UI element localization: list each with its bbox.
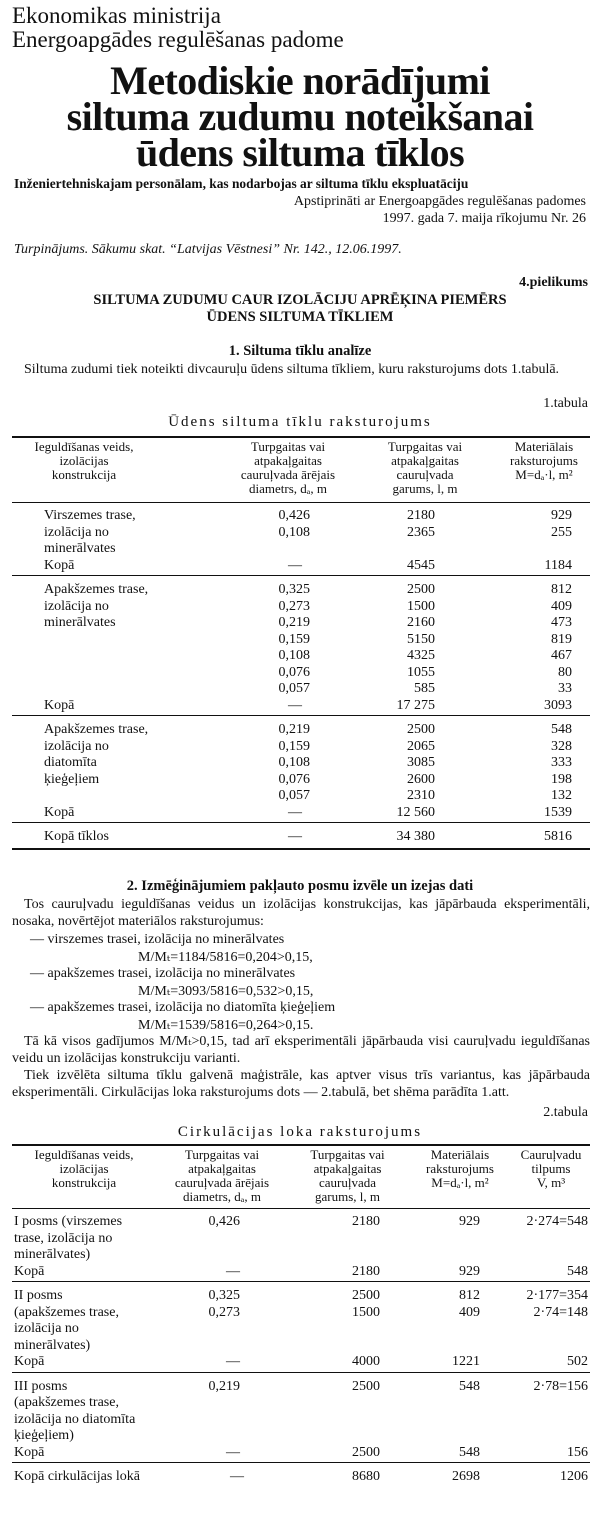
total-label: Kopā: [14, 1263, 45, 1279]
total-material: 1184: [544, 557, 572, 573]
section-2-paragraph-3: [12, 1068, 590, 1101]
row-type-label: ķieģeļiem): [14, 1428, 74, 1443]
material-value: 80: [558, 664, 572, 680]
table-1-column-header: Turpgaitas vai atpakaļgaitas cauruļvada ārējais diametrs, dₐ, m: [240, 439, 336, 496]
total-length: 12 560: [396, 804, 435, 820]
criterion-item-formula: M/Mₜ=1539/5816=0,264>0,15.: [138, 1018, 314, 1033]
row-type-label: I posms (virszemes: [14, 1214, 123, 1229]
total-diameter: —: [226, 1263, 240, 1279]
material-value: 33: [558, 681, 572, 696]
diameter-value: 0,219: [278, 615, 310, 630]
table-2-title: Cirkulācijas loka raksturojums: [177, 1124, 423, 1140]
material-value: 812: [459, 1288, 480, 1303]
total-label: Kopā: [14, 1444, 45, 1460]
row-type-label: diatomīta: [44, 755, 97, 770]
total-label: Kopā: [14, 1354, 45, 1369]
diameter-value: 0,219: [278, 722, 310, 737]
length-value: 3085: [407, 755, 435, 770]
length-value: 2600: [407, 771, 435, 787]
table-2-column-header: Cauruļvadu tilpums V, m³: [520, 1147, 582, 1190]
total-length: 17 275: [396, 697, 435, 713]
grand-total-diameter: —: [288, 829, 302, 844]
approval-line-1: Apstiprināti ar Energoapgādes regulēšanas padomes: [293, 194, 586, 209]
row-type-label: izolācija no diatomīta: [14, 1411, 136, 1427]
material-value: 467: [551, 648, 572, 663]
material-value: 548: [459, 1378, 480, 1394]
criterion-item-formula: M/Mₜ=1184/5816=0,204>0,15,: [138, 950, 313, 965]
diameter-value: 0,108: [278, 524, 310, 540]
diameter-value: 0,159: [278, 738, 310, 754]
row-type-label: izolācija no: [44, 598, 109, 614]
table-1-number: 1.tabula: [543, 396, 588, 411]
length-value: 1500: [352, 1304, 380, 1320]
volume-value: 2·74=148: [533, 1304, 588, 1320]
main-heading-line-1: SILTUMA ZUDUMU CAUR IZOLĀCIJU APRĒĶINA PIEMĒRS: [93, 292, 507, 308]
criterion-item-label: — apakšzemes trasei, izolācija no minerālvates: [30, 966, 296, 981]
table-rule: [12, 1281, 590, 1282]
material-value: 929: [459, 1214, 480, 1229]
diameter-value: 0,273: [278, 598, 310, 614]
total-volume: 548: [567, 1263, 588, 1279]
row-type-label: Virszemes trase,: [44, 508, 136, 523]
grand-total-material: 2698: [452, 1469, 480, 1484]
diameter-value: 0,108: [278, 755, 310, 770]
volume-value: 2·177=354: [526, 1288, 588, 1303]
table-rule: [12, 715, 590, 716]
row-type-label: minerālvates: [44, 541, 116, 556]
material-value: 132: [551, 788, 572, 803]
table-1-title: Ūdens siltuma tīklu raksturojums: [168, 414, 432, 430]
section-1-text-content: Siltuma zudumi tiek noteikti divcauruļu ūdens siltuma tīkliem, kuru raksturojums dots 1.tabulā.: [24, 362, 560, 377]
table-1-column-header: Ieguldīšanas veids, izolācijas konstrukcija: [34, 439, 134, 482]
diameter-value: 0,273: [208, 1304, 240, 1320]
criterion-item-formula: M/Mₜ=3093/5816=0,532>0,15,: [138, 984, 314, 999]
table-2-column-header: Ieguldīšanas veids, izolācijas konstrukcija: [34, 1147, 134, 1190]
total-length: 4545: [407, 557, 435, 573]
diameter-value: 0,219: [208, 1378, 240, 1394]
table-rule: [12, 1372, 590, 1373]
grand-total-label: Kopā tīklos: [44, 829, 109, 844]
table-rule: [12, 1144, 590, 1146]
total-label: Kopā: [44, 697, 75, 713]
length-value: 4325: [407, 648, 435, 663]
diameter-value: 0,108: [278, 648, 310, 663]
row-type-label: Apakšzemes trase,: [44, 722, 149, 737]
material-value: 473: [551, 615, 572, 630]
total-diameter: —: [288, 697, 302, 713]
row-type-label: Apakšzemes trase,: [44, 582, 149, 597]
section-2-intro-content: Tos cauruļvadu ieguldīšanas veidus un izolācijas konstrukcijas, kas jāpārbauda eksperimentāli, nosaka, novērtējot materiālos raksturojumus:: [12, 897, 590, 929]
table-rule: [12, 1462, 590, 1463]
diameter-value: 0,057: [278, 788, 310, 803]
total-material: 1221: [452, 1354, 480, 1369]
section-2-paragraph-3-content: Tiek izvēlēta siltuma tīklu galvenā maģistrāle, kas aptver visus trīs variantus, kas jāpārbauda eksperimentāli. Cirkulācijas loka raksturojums dots — 2.tabulā, bet shēma parādīta 1.att.: [12, 1068, 590, 1100]
total-diameter: —: [226, 1354, 240, 1369]
diameter-value: 0,057: [278, 681, 310, 696]
grand-total-length: 34 380: [396, 829, 435, 844]
material-value: 548: [551, 722, 572, 737]
material-value: 409: [551, 598, 572, 614]
total-diameter: —: [288, 804, 302, 820]
diameter-value: 0,076: [278, 771, 310, 787]
table-rule: [12, 502, 590, 503]
grand-total-diameter: —: [230, 1469, 244, 1484]
criterion-item-label: — virszemes trasei, izolācija no minerālvates: [30, 932, 285, 947]
section-2-intro: [12, 897, 590, 930]
length-value: 2310: [407, 788, 435, 803]
continuation-note: Turpinājums. Sākumu skat. “Latvijas Vēstnesi” Nr. 142., 12.06.1997.: [14, 242, 402, 257]
row-type-label: ķieģeļiem: [44, 771, 100, 787]
diameter-value: 0,325: [208, 1288, 240, 1303]
row-type-label: III posms: [14, 1378, 68, 1394]
grand-total-material: 5816: [544, 829, 572, 844]
total-material: 3093: [544, 697, 572, 713]
grand-total-label: Kopā cirkulācijas lokā: [14, 1469, 140, 1484]
material-value: 929: [551, 508, 572, 523]
diameter-value: 0,426: [208, 1214, 240, 1229]
total-diameter: —: [226, 1444, 240, 1460]
row-type-label: II posms: [14, 1288, 63, 1303]
criterion-item-label: — apakšzemes trasei, izolācija no diatomīta ķieģeļiem: [30, 1000, 336, 1015]
table-rule: [12, 848, 590, 850]
row-type-label: izolācija no: [14, 1321, 79, 1336]
audience-subtitle: Inženiertehniskajam personālam, kas nodarbojas ar siltuma tīklu ekspluatāciju: [14, 176, 469, 191]
material-value: 819: [551, 631, 572, 647]
length-value: 1500: [407, 598, 435, 614]
row-type-label: minerālvates): [14, 1247, 91, 1262]
total-label: Kopā: [44, 557, 75, 573]
table-2-number: 2.tabula: [543, 1105, 588, 1120]
total-volume: 502: [567, 1354, 588, 1369]
total-label: Kopā: [44, 804, 75, 820]
table-2-column-header: Materiālais raksturojums M=dₐ·l, m²: [426, 1147, 494, 1190]
length-value: 2500: [407, 722, 435, 737]
material-value: 409: [459, 1304, 480, 1320]
grand-total-volume: 1206: [560, 1469, 588, 1484]
table-rule: [12, 822, 590, 823]
total-diameter: —: [288, 557, 302, 573]
total-length: 4000: [352, 1354, 380, 1369]
total-material: 548: [459, 1444, 480, 1460]
length-value: 1055: [407, 664, 435, 680]
section-2-paragraph-2: [12, 1034, 590, 1067]
approval-line-2: 1997. gada 7. maija rīkojumu Nr. 26: [382, 211, 586, 226]
total-material: 929: [459, 1263, 480, 1279]
grand-total-length: 8680: [352, 1469, 380, 1484]
row-type-label: (apakšzemes trase,: [14, 1395, 119, 1410]
diameter-value: 0,325: [278, 582, 310, 597]
row-type-label: izolācija no: [44, 738, 109, 754]
row-type-label: minerālvates): [14, 1337, 91, 1353]
length-value: 2500: [352, 1288, 380, 1303]
total-material: 1539: [544, 804, 572, 820]
length-value: 2180: [407, 508, 435, 523]
row-type-label: minerālvates: [44, 615, 116, 630]
section-2-paragraph-2-content: Tā kā visos gadījumos M/Mₜ>0,15, tad arī eksperimentāli jāpārbauda visi cauruļvadu ieguldīšanas veidu un izolācijas konstrukciju varianti.: [12, 1034, 590, 1066]
section-1-text: [12, 362, 590, 379]
material-value: 812: [551, 582, 572, 597]
length-value: 2065: [407, 738, 435, 754]
table-rule: [12, 575, 590, 576]
material-value: 328: [551, 738, 572, 754]
length-value: 2365: [407, 524, 435, 540]
length-value: 5150: [407, 631, 435, 647]
length-value: 2500: [407, 582, 435, 597]
document-title-line-1: Metodiskie norādījumi: [110, 58, 490, 103]
table-2-column-header: Turpgaitas vai atpakaļgaitas cauruļvada garums, l, m: [310, 1147, 385, 1204]
diameter-value: 0,426: [278, 508, 310, 523]
length-value: 2180: [352, 1214, 380, 1229]
table-rule: [12, 1208, 590, 1209]
length-value: 585: [414, 681, 435, 696]
main-heading-line-2: ŪDENS SILTUMA TĪKLIEM: [206, 309, 394, 325]
total-length: 2180: [352, 1263, 380, 1279]
volume-value: 2·78=156: [533, 1378, 588, 1394]
table-rule: [12, 436, 590, 438]
ministry-name: Ekonomikas ministrija: [12, 3, 221, 28]
volume-value: 2·274=548: [526, 1214, 588, 1229]
material-value: 198: [551, 771, 572, 787]
row-type-label: (apakšzemes trase,: [14, 1304, 119, 1320]
table-1-column-header: Materiālais raksturojums M=dₐ·l, m²: [510, 439, 578, 482]
table-2-column-header: Turpgaitas vai atpakaļgaitas cauruļvada ārējais diametrs, dₐ, m: [174, 1147, 270, 1204]
row-type-label: trase, izolācija no: [14, 1230, 113, 1246]
total-volume: 156: [567, 1444, 588, 1460]
board-name: Energoapgādes regulēšanas padome: [12, 27, 344, 52]
diameter-value: 0,159: [278, 631, 310, 647]
section-1-heading: 1. Siltuma tīklu analīze: [228, 343, 372, 359]
material-value: 333: [551, 755, 572, 770]
document-title-line-3: ūdens siltuma tīklos: [135, 130, 465, 175]
diameter-value: 0,076: [278, 664, 310, 680]
total-length: 2500: [352, 1444, 380, 1460]
appendix-label: 4.pielikums: [519, 275, 588, 290]
table-1-column-header: Turpgaitas vai atpakaļgaitas cauruļvada garums, l, m: [387, 439, 463, 496]
section-2-heading: 2. Izmēģinājumiem pakļauto posmu izvēle un izejas dati: [126, 878, 474, 894]
material-value: 255: [551, 524, 572, 540]
document-title-line-2: siltuma zudumu noteikšanai: [66, 94, 534, 139]
length-value: 2160: [407, 615, 435, 630]
row-type-label: izolācija no: [44, 524, 109, 540]
length-value: 2500: [352, 1378, 380, 1394]
